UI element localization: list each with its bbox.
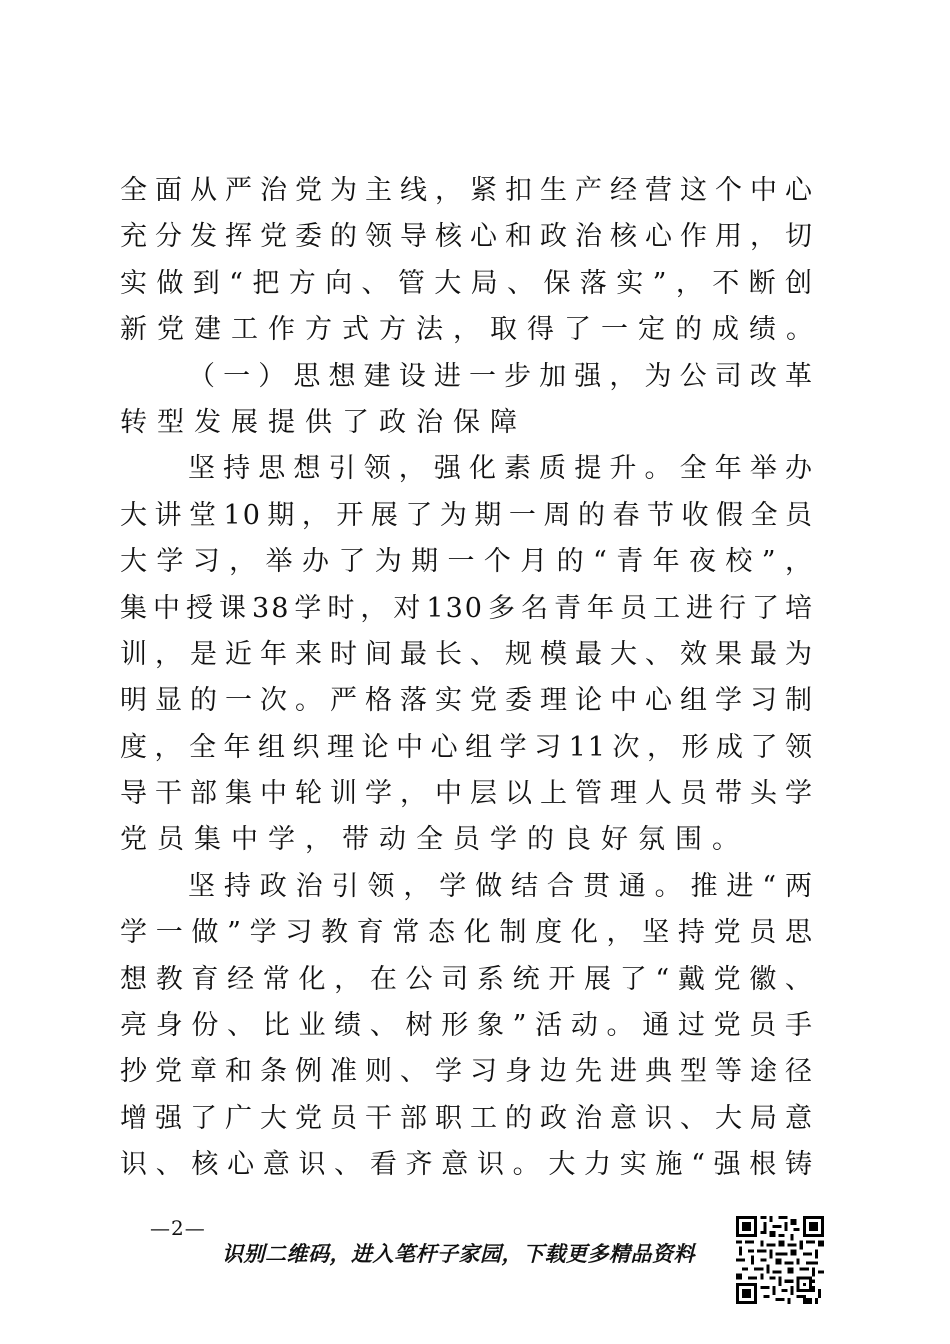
- text-line: 亮身份、比业绩、树形象”活动。通过党员手: [120, 1010, 814, 1042]
- text-line: 集中授课38学时，对130多名青年员工进行了培: [120, 592, 814, 624]
- text-line: 全面从严治党为主线，紧扣生产经营这个中心: [120, 175, 814, 206]
- text-line: 充分发挥党委的领导核心和政治核心作用，切: [120, 221, 814, 253]
- text-line: 想教育经常化，在公司系统开展了“戴党徽、: [120, 963, 814, 995]
- text-line: 导干部集中轮训学，中层以上管理人员带头学: [120, 778, 814, 810]
- text-line: 度，全年组织理论中心组学习11次，形成了领: [120, 731, 814, 763]
- text-line: （一）思想建设进一步加强，为公司改革: [188, 360, 814, 392]
- text-line: 党员集中学，带动全员学的良好氛围。: [120, 824, 749, 856]
- qr-code-icon[interactable]: [736, 1216, 824, 1304]
- text-line: 抄党章和条例准则、学习身边先进典型等途径: [120, 1056, 814, 1088]
- text-line: 坚持思想引领，强化素质提升。全年举办: [188, 453, 814, 485]
- text-line: 大讲堂10期，开展了为期一周的春节收假全员: [120, 499, 814, 531]
- text-line: 训，是近年来时间最长、规模最大、效果最为: [120, 638, 814, 670]
- text-line: 明显的一次。严格落实党委理论中心组学习制: [120, 685, 814, 717]
- text-line: 坚持政治引领，学做结合贯通。推进“两: [188, 870, 814, 902]
- text-line: 大学习，举办了为期一个月的“青年夜校”，: [120, 546, 814, 578]
- page-number: —2—: [150, 1216, 206, 1240]
- footer-promo-text: 识别二维码，进入笔杆子家园，下载更多精品资料: [222, 1242, 695, 1266]
- text-line: 转型发展提供了政治保障: [120, 406, 527, 438]
- text-line: 实做到“把方向、管大局、保落实”，不断创: [120, 267, 814, 299]
- text-line: 增强了广大党员干部职工的政治意识、大局意: [120, 1102, 814, 1134]
- document-body: [120, 168, 823, 1189]
- text-line: 学一做”学习教育常态化制度化，坚持党员思: [120, 917, 814, 949]
- text-line: 识、核心意识、看齐意识。大力实施“强根铸: [120, 1149, 814, 1181]
- text-line: 新党建工作方式方法，取得了一定的成绩。: [120, 314, 823, 346]
